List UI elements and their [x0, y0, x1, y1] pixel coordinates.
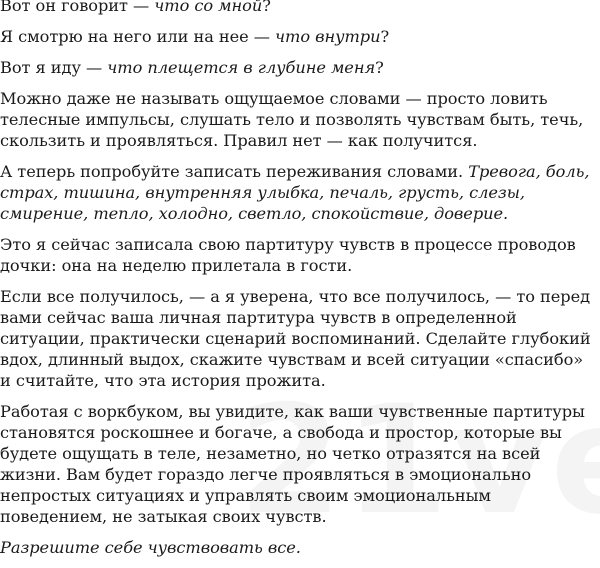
italic-feelings-list: Тревога, боль, страх, тишина, внутренняя улыбка, печаль, грусть, слезы, смирение, тепло, холодно, светло, спокойствие, доверие.: [0, 162, 590, 223]
text-run: А теперь попробуйте записать переживания словами.: [0, 162, 469, 181]
text-run: Вот он говорит —: [0, 0, 155, 15]
text-run: ?: [380, 27, 390, 46]
paragraph-4: Можно даже не называть ощущаемое словами — просто ловить телесные импульсы, слушать тело и позволять чувствам быть, течь, скользить и проявляться. Правил нет — как получится.: [0, 89, 584, 150]
paragraph-2: [0, 26, 598, 47]
italic-closing-line: Разрешите себе чувствовать все.: [0, 538, 301, 557]
paragraph-8: Работая с воркбуком, вы увидите, как ваши чувственные партитуры становятся роскошнее и богаче, а свобода и простор, которые вы будете ощущать в теле, незаметно, но четко отразятся на всей жизни. Вам будет гораздо легче проявляться в эмоционально непростых ситуациях и управлять своим эмоциональным поведением, не затыкая своих чувств.: [0, 402, 585, 526]
text-run: ?: [262, 0, 271, 15]
text-run: Вот я иду —: [0, 58, 108, 77]
paragraph-1: [0, 0, 598, 16]
text-run: ?: [375, 58, 384, 77]
paragraph-3: [0, 57, 598, 78]
text-run: Я смотрю на него или на нее —: [0, 27, 276, 46]
italic-text: что внутри: [275, 27, 381, 46]
italic-text: что плещется в глубине меня: [107, 58, 376, 77]
paragraph-7: Если все получилось, — а я уверена, что все получилось, — то перед вами сейчас ваша личная партитура чувств в определенной ситуации, практически сценарий воспоминаний. Сделайте глубокий вдох, длинный выдох, скажите чувствам и всей ситуации «спасибо» и считайте, что эта история прожита.: [0, 287, 591, 390]
paragraph-6: Это я сейчас записала свою партитуру чувств в процессе проводов дочки: она на неделю прилетала в гости.: [0, 235, 576, 275]
paragraph-9: [0, 537, 598, 558]
paragraph-5: [0, 161, 598, 224]
italic-text: что со мной: [154, 0, 263, 15]
